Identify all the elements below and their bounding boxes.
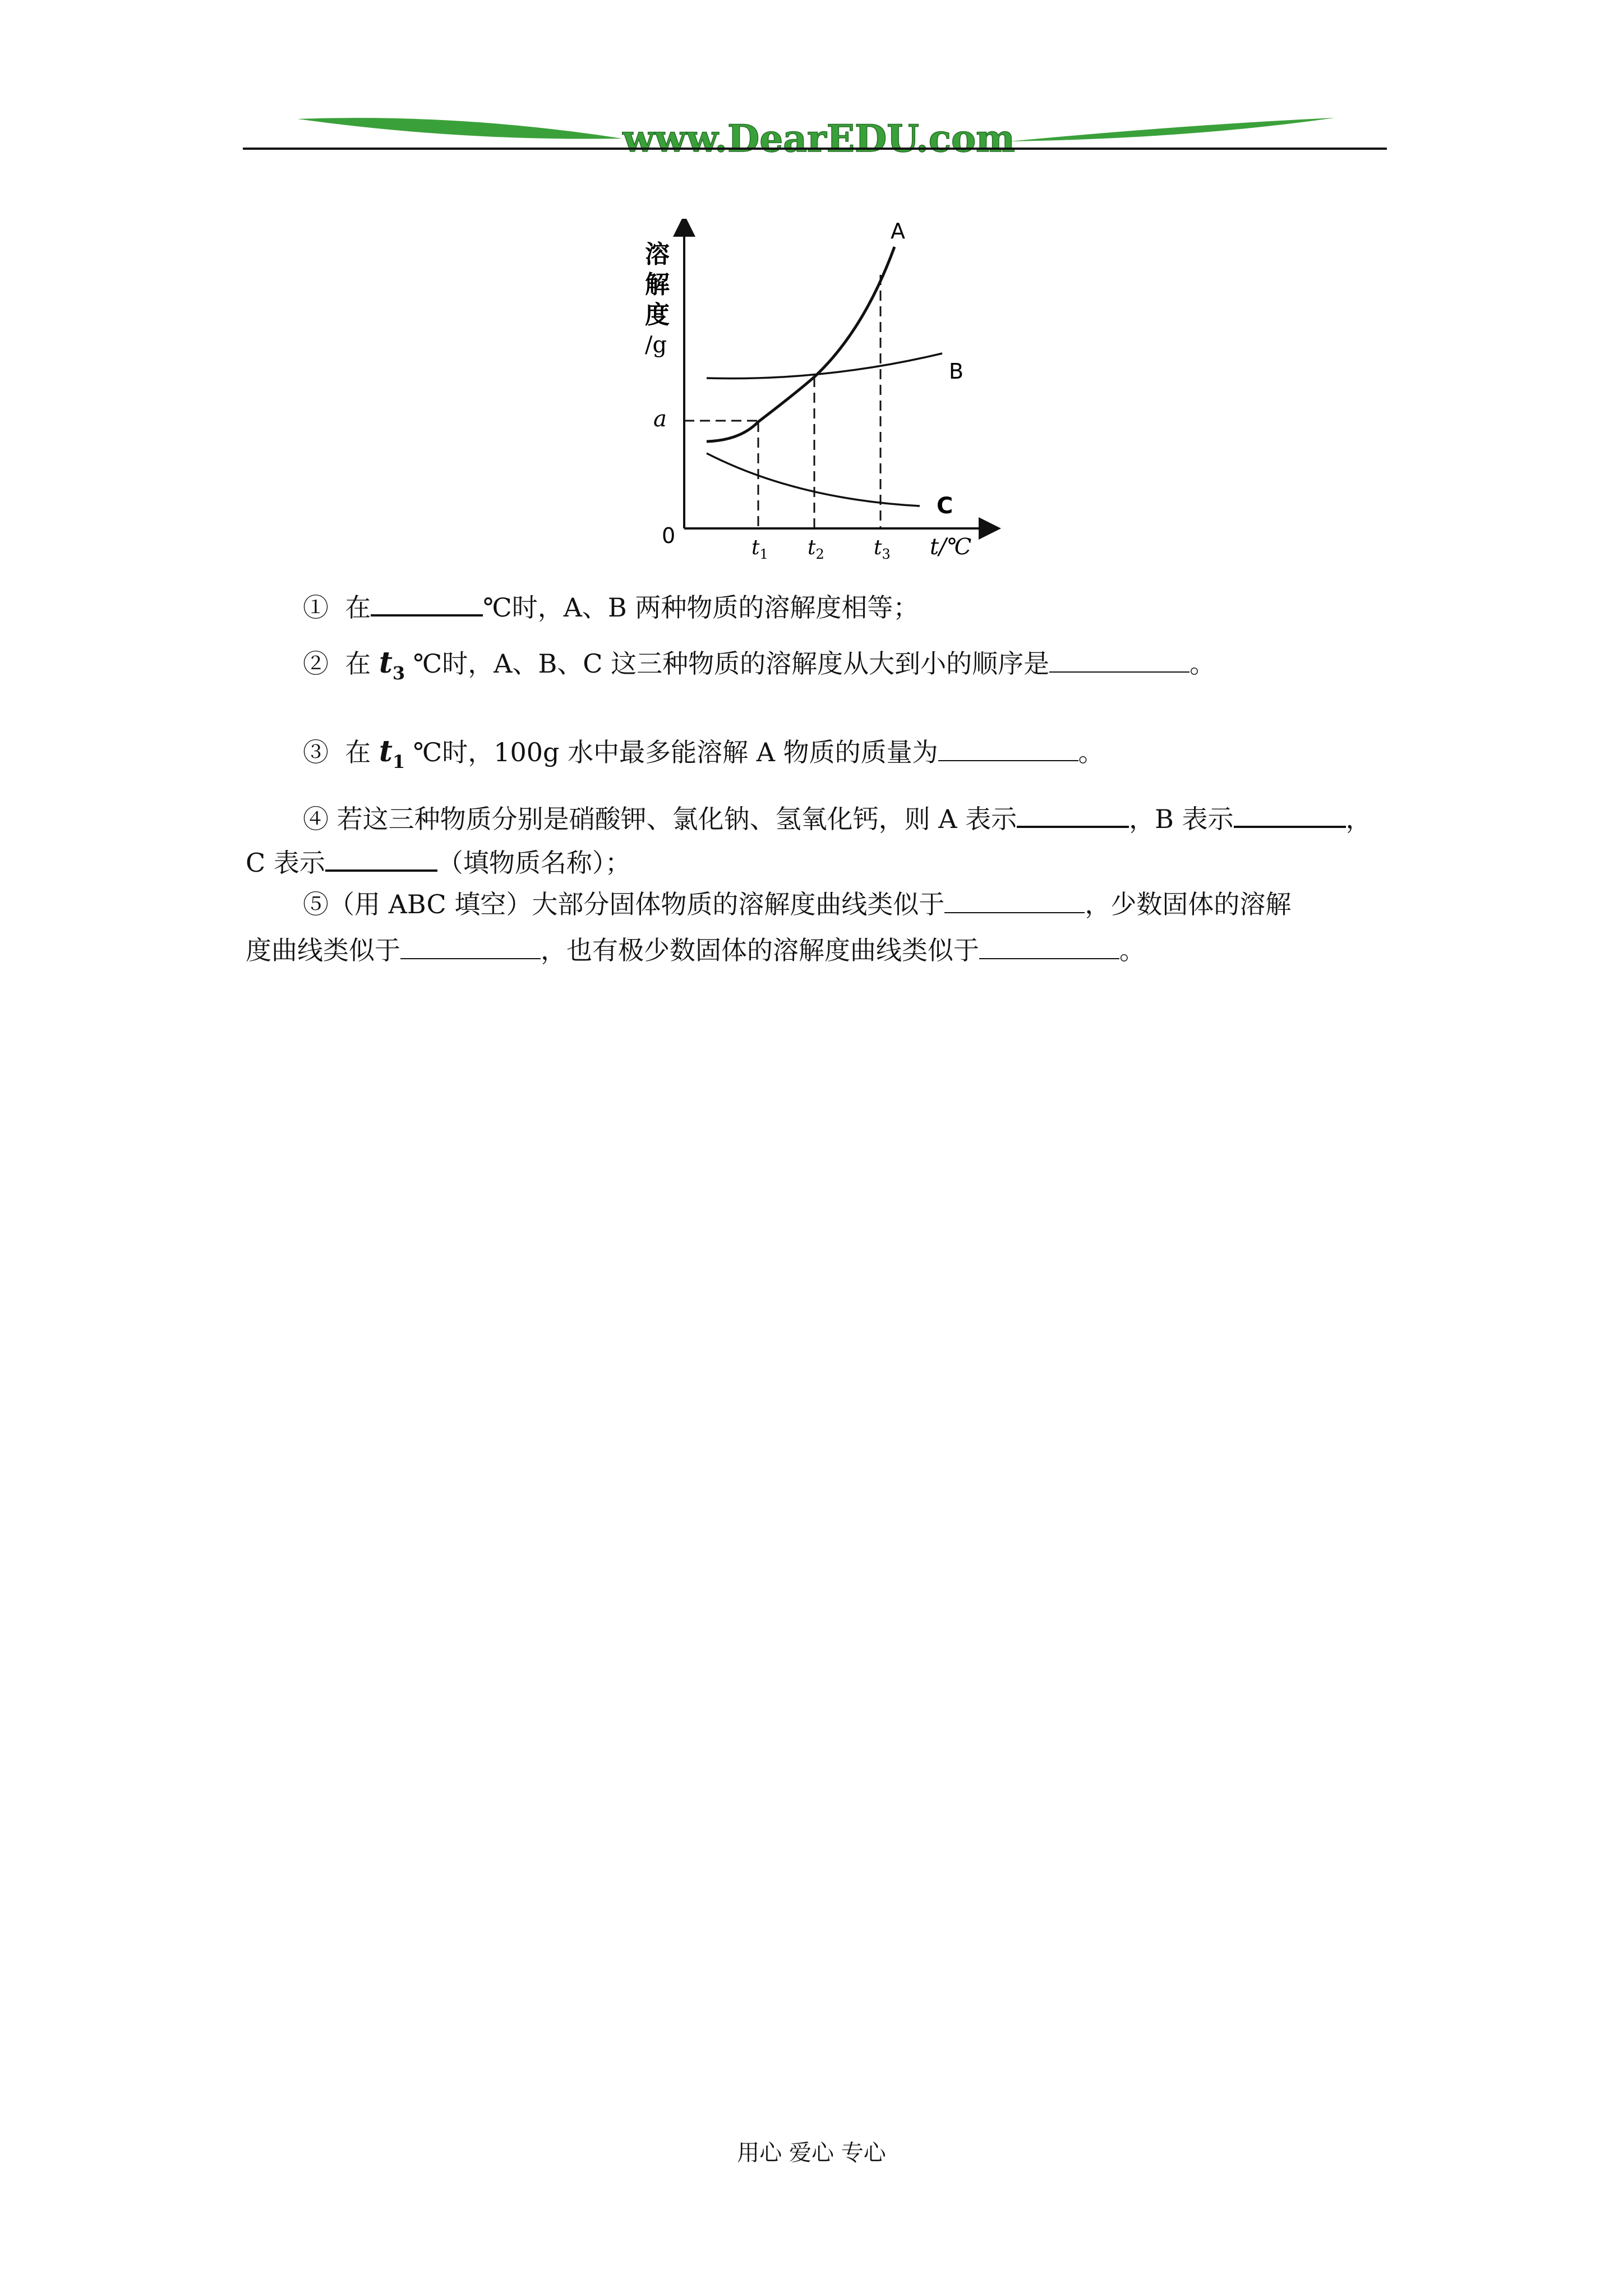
question-4: ④ 若这三种物质分别是硝酸钾、氯化钠、氢氧化钙，则 A 表示 ，B 表示 ， bbox=[303, 804, 1372, 834]
answer-blank[interactable] bbox=[1234, 803, 1346, 828]
y-axis-unit: /g bbox=[645, 332, 667, 358]
answer-blank[interactable] bbox=[400, 936, 541, 959]
curve-C bbox=[707, 453, 920, 506]
question-number: ③ bbox=[303, 737, 329, 767]
question-1: ① 在 ℃时，A、B 两种物质的溶解度相等； bbox=[303, 592, 919, 623]
curve-A bbox=[707, 247, 895, 441]
header-banner bbox=[236, 108, 1402, 164]
question-2: ② 在 $t_3$ ℃时，A、B、C 这三种物质的溶解度从大到小的顺序是 。 bbox=[303, 646, 1216, 684]
answer-blank[interactable] bbox=[979, 936, 1119, 959]
y-axis-label-char: 解 bbox=[645, 270, 670, 299]
x-tick-t1: $t_1$ bbox=[751, 536, 768, 562]
question-5-cont: 度曲线类似于 ，也有极少数固体的溶解度曲线类似于 。 bbox=[246, 935, 1145, 965]
y-mark-a: a bbox=[653, 406, 667, 432]
solubility-graph bbox=[628, 219, 1021, 567]
question-3: ③ 在 $t_1$ ℃时，100g 水中最多能溶解 A 物质的质量为 。 bbox=[303, 734, 1104, 772]
origin-label: 0 bbox=[662, 523, 676, 548]
curve-label-A: A bbox=[891, 219, 905, 243]
y-axis-label-char: 溶 bbox=[645, 240, 670, 269]
header-rule bbox=[243, 148, 1387, 150]
x-tick-t3: $t_3$ bbox=[874, 536, 891, 562]
site-logo-text: www.DearEDU.com bbox=[623, 117, 1015, 160]
question-number: ① bbox=[303, 592, 329, 623]
answer-blank[interactable] bbox=[944, 890, 1085, 913]
x-axis-label: t/℃ bbox=[930, 534, 972, 560]
answer-blank[interactable] bbox=[938, 738, 1078, 761]
curve-label-B: B bbox=[949, 359, 964, 384]
answer-blank[interactable] bbox=[1049, 649, 1189, 673]
curve-label-C: C bbox=[937, 493, 953, 519]
y-axis-label-char: 度 bbox=[645, 301, 670, 329]
answer-blank[interactable] bbox=[371, 592, 483, 616]
x-tick-t2: $t_2$ bbox=[808, 536, 824, 562]
left-leaf-swoosh bbox=[297, 118, 623, 139]
right-leaf-swoosh bbox=[1009, 118, 1335, 141]
answer-blank[interactable] bbox=[1017, 803, 1129, 828]
question-5: ⑤（用 ABC 填空）大部分固体物质的溶解度曲线类似于 ，少数固体的溶解 bbox=[303, 889, 1292, 919]
question-number: ② bbox=[303, 648, 329, 679]
question-4-cont: C 表示 （填物质名称）； bbox=[246, 848, 631, 878]
page-footer: 用心 爱心 专心 bbox=[737, 2140, 886, 2166]
answer-blank[interactable] bbox=[325, 847, 437, 872]
